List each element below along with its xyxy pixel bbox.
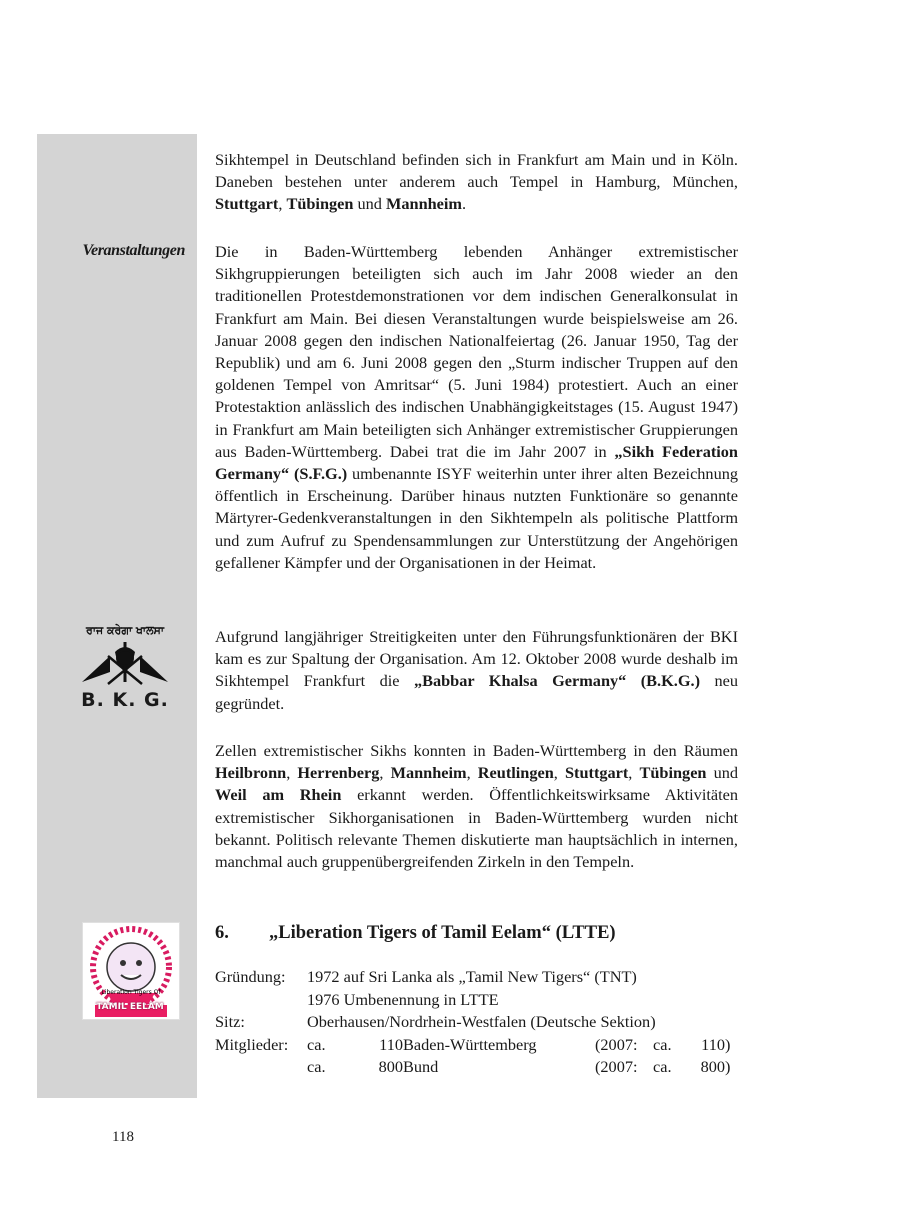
bold-organisation: „Sikh Federation Germany“ (S.F.G.) xyxy=(215,441,738,484)
members-scope: Bund xyxy=(403,1057,439,1076)
bold-location: Heilbronn xyxy=(215,763,287,783)
founding-label: Gründung: xyxy=(215,967,286,986)
bold-location: Stuttgart xyxy=(215,194,279,214)
bold-location: Mannheim xyxy=(390,763,467,783)
bkg-gurmukhi-text: ਰਾਜ ਕਰੇਗਾ ਖਾਲਸਾ xyxy=(86,624,164,637)
founding-value: 1972 auf Sri Lanka als „Tamil New Tigers“ (TNT) xyxy=(307,967,637,986)
seat-value: Oberhausen/Nordrhein-Westfalen (Deutsche Sektion) xyxy=(307,1012,656,1031)
bold-location: Weil am Rhein xyxy=(215,785,342,805)
members-prev-count: 800 xyxy=(700,1057,725,1076)
bold-location: Stuttgart xyxy=(564,763,629,783)
paragraph-cells: Zellen extremistischer Sikhs konnten in Baden-Württemberg in den Räumen Heilbronn, Herrenberg, Mannheim, Reutlingen, Stuttgart, Tübingen und Weil am Rhein erkannt werden. Öffentlichkeitswirksame Aktivitäten extremistischer Sikhorganisationen in Baden-Württemberg wurden nicht bekannt. Politisch relevante Themen diskutierte man hauptsächlich in internen, manchmal auch gruppenübergreifenden Zirkeln in den Tempeln. xyxy=(215,741,739,872)
founding-row-2 xyxy=(215,989,745,1012)
organisation-facts xyxy=(215,966,745,1079)
bold-location: Herrenberg xyxy=(297,763,380,783)
members-prev-count: 110 xyxy=(701,1034,725,1054)
ltte-logo-label: TAMIL EELAM xyxy=(96,1002,164,1012)
seat-label: Sitz: xyxy=(215,1012,245,1031)
section-number: 6. xyxy=(215,923,229,943)
bold-location: Reutlingen xyxy=(477,763,554,783)
bkg-logo-label: B. K. G. xyxy=(81,689,169,711)
members-row: ca. 800 Bund (2007: ca. 800 ) xyxy=(215,1056,745,1079)
members-label: Mitglieder: xyxy=(215,1034,289,1054)
bold-location: Tübingen xyxy=(639,763,707,783)
ltte-logo-inner-text: Liberation Tigers Of xyxy=(101,989,161,996)
bold-location: Mannheim xyxy=(386,194,462,214)
bold-organisation: „Babbar Khalsa Germany“ (B.K.G.) xyxy=(413,671,701,691)
members-count: 800 xyxy=(378,1057,403,1076)
paragraph-sikh-temples: Sikhtempel in Deutschland befinden sich in Frankfurt am Main und in Köln. Daneben bestehen unter anderem auch Tempel in Hamburg, München, Stuttgart, Tübingen und Mannheim. xyxy=(215,150,738,214)
renaming-value: 1976 Umbenennung in LTTE xyxy=(307,989,499,1009)
members-row: Mitglieder: ca. 110 Baden-Württemberg (2007: ca. 110 ) xyxy=(215,1034,745,1057)
members-scope: Baden-Württemberg xyxy=(403,1034,537,1054)
paragraph-events: Die in Baden-Württemberg lebenden Anhänger extremistischer Sikhgruppierungen beteiligten sich auch im Jahr 2008 wieder an den traditionellen Protestdemonstrationen vor dem indischen Generalkonsulat in Frankfurt am Main. Bei diesen Veranstaltungen wurde beispielsweise am 26. Januar 2008 gegen den indischen Nationalfeiertag (26. Januar 1950, Tag der Republik) und am 6. Juni 2008 gegen den „Sturm indischer Truppen auf den goldenen Tempel von Amritsar“ (5. Juni 1984) protestiert. Auch an einer Protestaktion anlässlich des indischen Unabhängigkeitstages (15. August 1947) in Frankfurt am Main beteiligten sich Anhänger extremistischer Gruppierungen aus Baden-Württemberg. Dabei trat die im Jahr 2007 in „Sikh Federation Germany“ (S.F.G.) umbenannte ISYF weiterhin unter ihrer alten Bezeichnung öffentlich in Erscheinung. Darüber hinaus nutzten Funktionäre so genannte Märtyrer-Gedenkveranstaltungen in den Sikhtempeln als politische Plattform und zum Aufruf zu Spendensammlungen zur Unterstützung der Angehörigen gefallener Kämpfer und der Organisationen in der Heimat. xyxy=(215,242,738,572)
bold-location: Tübingen xyxy=(286,194,354,214)
paragraph-bkg-founding: Aufgrund langjähriger Streitigkeiten unter den Führungsfunktionären der BKI kam es zur Spaltung der Organisation. Am 12. Oktober 2008 wurde deshalb im Sikhtempel Frankfurt die „Babbar Khalsa Germany“ (B.K.G.) neu gegründet. xyxy=(215,627,739,713)
seat-row xyxy=(215,1011,745,1034)
section-heading xyxy=(215,921,616,945)
page-number: 118 xyxy=(112,1129,134,1145)
section-title: „Liberation Tigers of Tamil Eelam“ (LTTE) xyxy=(269,923,616,943)
members-count: 110 xyxy=(379,1034,403,1054)
founding-row xyxy=(215,966,745,989)
sidebar-heading: Veranstaltungen xyxy=(82,242,185,259)
